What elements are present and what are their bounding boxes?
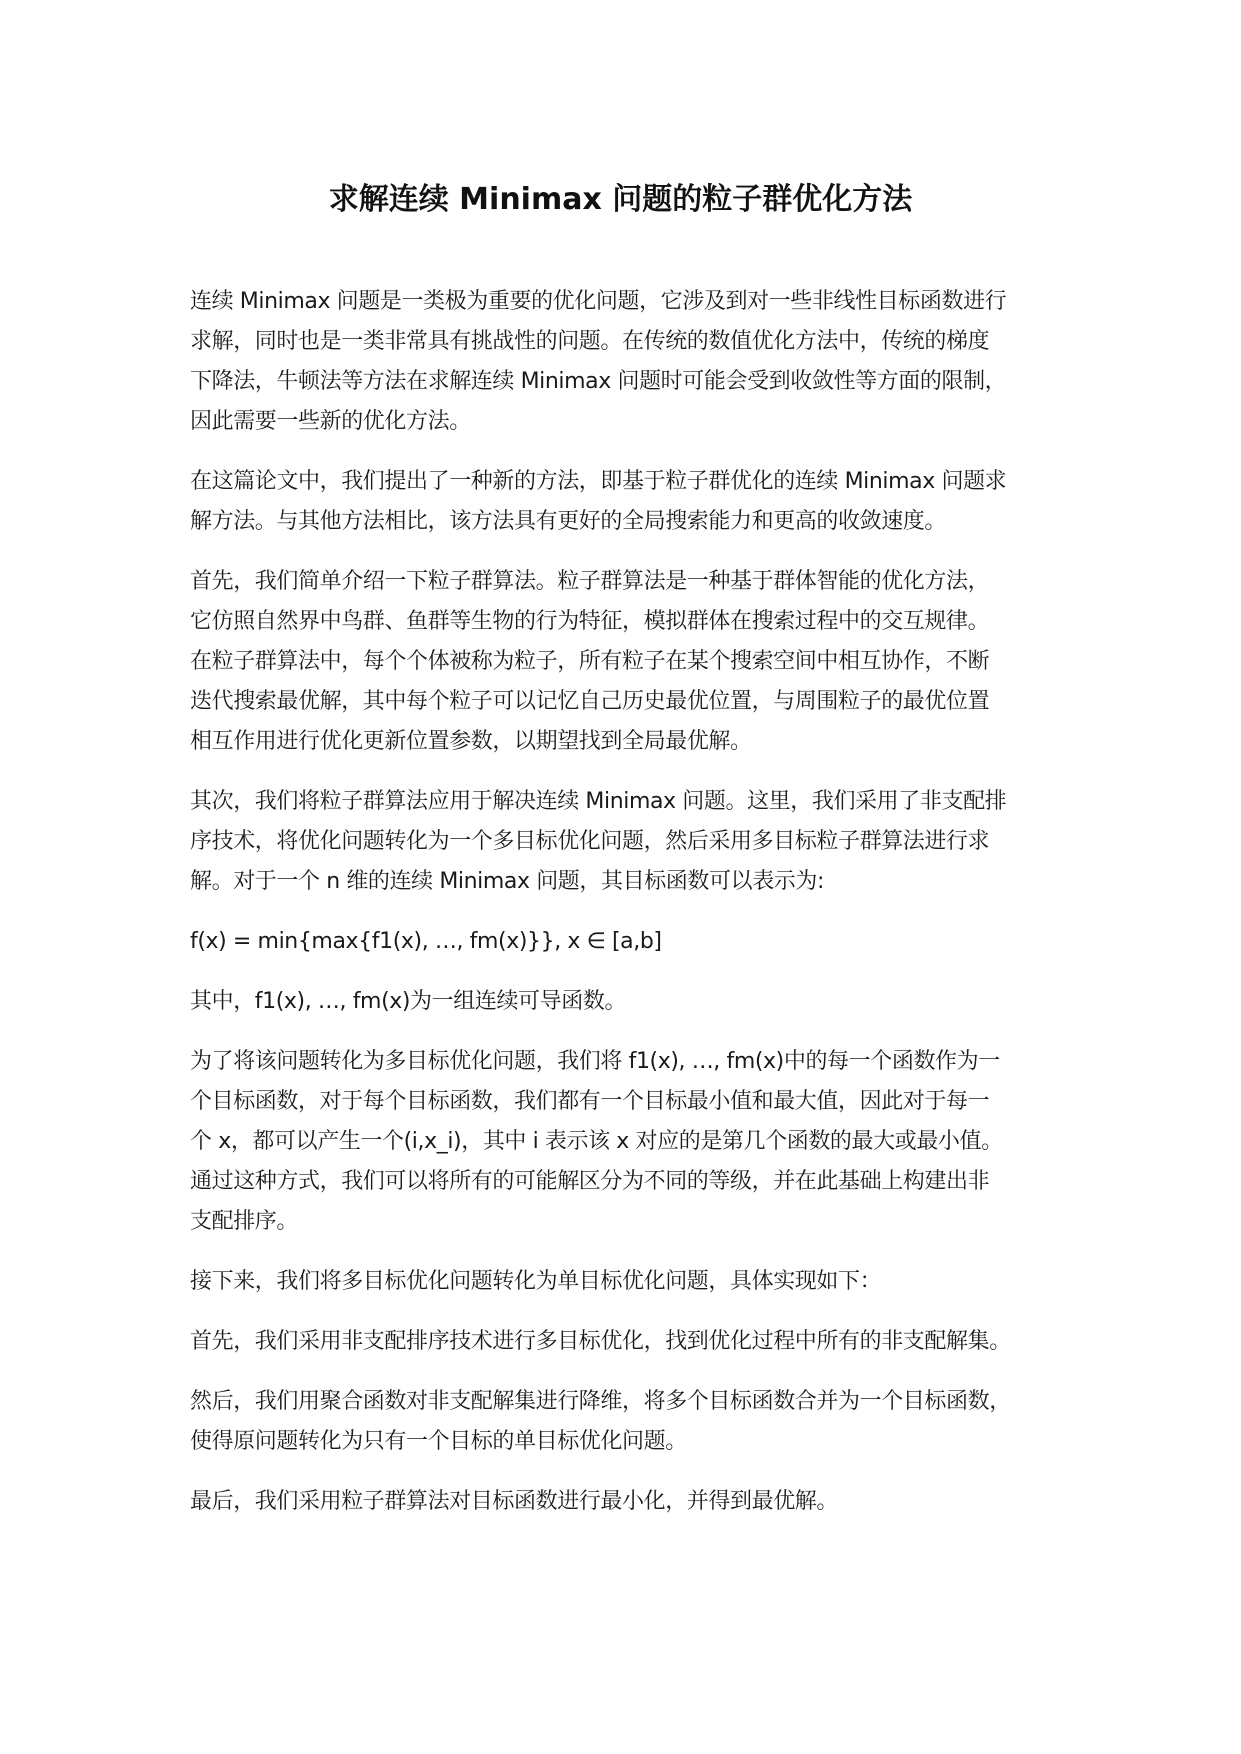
paragraph xyxy=(190,1262,1080,1302)
text-line: 解方法。与其他方法相比，该方法具有更好的全局搜索能力和更高的收敛速度。 xyxy=(190,509,947,534)
paragraph xyxy=(190,562,1080,762)
text-line: 下降法，牛顿法等方法在求解连续 Minimax 问题时可能会受到收敛性等方面的限制， xyxy=(190,369,1007,394)
paragraph xyxy=(190,982,1080,1022)
paragraph xyxy=(190,462,1080,542)
text-line: 在粒子群算法中，每个个体被称为粒子，所有粒子在某个搜索空间中相互协作，不断 xyxy=(190,649,990,674)
text-line: 个 x，都可以产生一个(i,x_i)，其中 i 表示该 x 对应的是第几个函数的最大或最小值。 xyxy=(190,1129,1003,1154)
text-line: 个目标函数，对于每个目标函数，我们都有一个目标最小值和最大值，因此对于每一 xyxy=(190,1089,990,1114)
paragraph xyxy=(190,1382,1080,1462)
text-line: 相互作用进行优化更新位置参数，以期望找到全局最优解。 xyxy=(190,729,752,754)
text-line: 其次，我们将粒子群算法应用于解决连续 Minimax 问题。这里，我们采用了非支配排 xyxy=(190,789,1007,814)
paragraph xyxy=(190,282,1080,442)
formula-paragraph xyxy=(190,922,1080,962)
text-line: 迭代搜索最优解，其中每个粒子可以记忆自己历史最优位置，与周围粒子的最优位置 xyxy=(190,689,990,714)
text-line: 然后，我们用聚合函数对非支配解集进行降维，将多个目标函数合并为一个目标函数， xyxy=(190,1389,1011,1414)
text-line: 最后，我们采用粒子群算法对目标函数进行最小化，并得到最优解。 xyxy=(190,1489,839,1514)
document-body xyxy=(190,282,1080,1542)
text-line: 为了将该问题转化为多目标优化问题，我们将 f1(x), …, fm(x)中的每一个函数作为一 xyxy=(190,1049,1000,1074)
text-line: 首先，我们采用非支配排序技术进行多目标优化，找到优化过程中所有的非支配解集。 xyxy=(190,1329,1011,1354)
text-line: 在这篇论文中，我们提出了一种新的方法，即基于粒子群优化的连续 Minimax 问题求 xyxy=(190,469,1007,494)
text-line: 求解，同时也是一类非常具有挑战性的问题。在传统的数值优化方法中，传统的梯度 xyxy=(190,329,990,354)
text-line: 解。对于一个 n 维的连续 Minimax 问题，其目标函数可以表示为: xyxy=(190,869,825,894)
text-line: 它仿照自然界中鸟群、鱼群等生物的行为特征，模拟群体在搜索过程中的交互规律。 xyxy=(190,609,990,634)
text-line: 其中，f1(x), …, fm(x)为一组连续可导函数。 xyxy=(190,989,627,1014)
text-line: 接下来，我们将多目标优化问题转化为单目标优化问题，具体实现如下： xyxy=(190,1269,882,1294)
text-line: 因此需要一些新的优化方法。 xyxy=(190,409,471,434)
text-line: 序技术，将优化问题转化为一个多目标优化问题，然后采用多目标粒子群算法进行求 xyxy=(190,829,990,854)
text-line: 使得原问题转化为只有一个目标的单目标优化问题。 xyxy=(190,1429,687,1454)
text-line: 通过这种方式，我们可以将所有的可能解区分为不同的等级，并在此基础上构建出非 xyxy=(190,1169,990,1194)
formula-line: f(x) = min{max{f1(x), …, fm(x)}}, x ∈ [a,b] xyxy=(190,929,662,954)
text-line: 首先，我们简单介绍一下粒子群算法。粒子群算法是一种基于群体智能的优化方法， xyxy=(190,569,990,594)
paragraph xyxy=(190,1322,1080,1362)
paragraph xyxy=(190,782,1080,902)
document-title: 求解连续 Minimax 问题的粒子群优化方法 xyxy=(328,182,913,217)
text-line: 支配排序。 xyxy=(190,1209,299,1234)
paragraph xyxy=(190,1042,1080,1242)
text-line: 连续 Minimax 问题是一类极为重要的优化问题，它涉及到对一些非线性目标函数进行 xyxy=(190,289,1007,314)
paragraph xyxy=(190,1482,1080,1522)
